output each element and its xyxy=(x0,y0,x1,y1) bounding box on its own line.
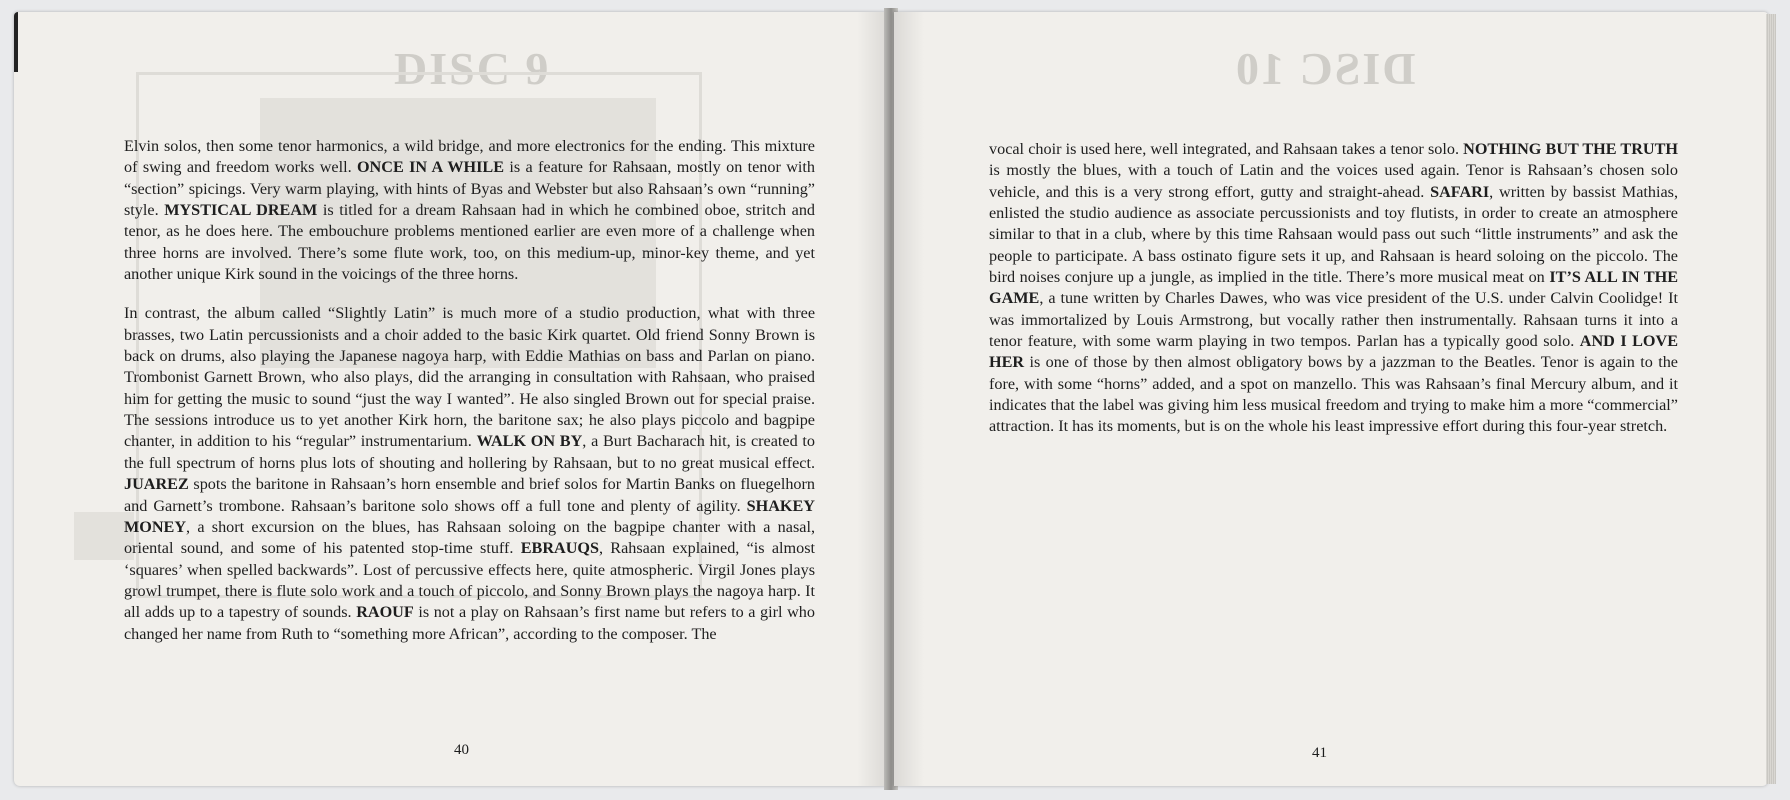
right-paragraph-1 xyxy=(989,139,1678,438)
right-page xyxy=(894,12,1768,786)
left-page xyxy=(14,12,887,786)
track-title: WALK ON BY xyxy=(476,432,583,451)
page-edges xyxy=(1766,14,1776,784)
track-title: MYSTICAL DREAM xyxy=(164,201,318,220)
track-title: NOTHING BUT THE TRUTH xyxy=(1463,140,1678,158)
text-run: is one of those by then almost obligatory bows by a jazzman to the Beatles. Tenor is again to the fore, with some “horns” added, and a spot on manzello. This was Rahsaan’s final Mercury album, and it indicates that the label was giving him less musical freedom and trying to make him a more “commercial” attraction. It has its moments, but is on the whole his least impressive effort during this four-year stretch. xyxy=(989,353,1678,436)
track-title: ONCE IN A WHILE xyxy=(356,158,505,177)
text-run: Elvin solos, then some tenor harmonics, a wild bridge, and more electronics for the ending. This mixture of swing and freedom works well. xyxy=(124,137,815,177)
show-through-heading-left: DISC 9 xyxy=(394,43,551,94)
text-run: , Rahsaan explained, “is almost ‘squares’ when spelled backwards”. Lost of percussive effects here, quite atmospheric. Virgil Jones plays growl trumpet, there is flute solo work and a touch of piccolo, and Sonny Brown plays the nagoya harp. It all adds up to a tapestry of sounds. xyxy=(124,539,815,622)
text-run: , a short excursion on the blues, has Rahsaan soloing on the bagpipe chanter with a nasal, oriental sound, and some of his patented stop-time stuff. xyxy=(124,517,815,558)
text-run: is a feature for Rahsaan, mostly on tenor with “section” spicings. Very warm playing, with hints of Byas and Webster but also Rahsaan’s own “running” style. xyxy=(124,158,815,220)
left-paragraph-1 xyxy=(124,136,815,285)
left-paragraph-2 xyxy=(124,303,815,645)
text-run: is mostly the blues, with a touch of Latin and the voices used again. Tenor is Rahsaan’s chosen solo vehicle, and this is a very strong effort, gutty and straight-ahead. xyxy=(989,161,1678,201)
track-title: EBRAUQS xyxy=(520,539,599,558)
text-run: , a tune written by Charles Dawes, who was vice president of the U.S. under Calvin Coolidge! It was immortalized by Louis Armstrong, but vocally rather then instrumentally. Rahsaan turns it into a tenor feature, with some warm playing in two tempos. Parlan has a typically good solo. xyxy=(989,289,1678,351)
track-title: SAFARI xyxy=(1430,182,1490,201)
track-title: SHAKEY MONEY xyxy=(124,496,815,536)
show-through-heading-right: DISC 10 xyxy=(1234,43,1416,94)
text-run: In contrast, the album called “Slightly Latin” is much more of a studio production, what with three brasses, two Latin percussionists and a choir added to the basic Kirk quartet. Old friend Sonny Brown is back on drums, also playing the Japanese nagoya harp, with Eddie Mathias on bass and Parlan on piano. Trombonist Garnett Brown, who also plays, did the arranging in consultation with Rahsaan, who praised him for getting the music to sound “just the way I wanted”. He also singled Brown out for special praise. The sessions introduce us to yet another Kirk horn, the baritone sax; he also plays piccolo and bagpipe chanter, in addition to his “regular” instrumentarium. xyxy=(124,304,815,451)
right-body-text xyxy=(989,139,1678,438)
track-title: IT’S ALL IN THE GAME xyxy=(989,268,1678,308)
text-run: , a Burt Bacharach hit, is created to the full spectrum of horns plus lots of shouting and hollering by Rahsaan, but to no great musical effect. xyxy=(124,432,815,472)
track-title: AND I LOVE HER xyxy=(989,332,1679,372)
left-body-text xyxy=(124,136,815,645)
text-run: is titled for a dream Rahsaan had in which he combined oboe, stritch and tenor, as he does here. The embouchure problems mentioned earlier are even more of a challenge when three horns are involved. There’s some flute work, too, on this medium-up, minor-key theme, and yet another unique Kirk sound in the voicings of the three horns. xyxy=(124,201,816,284)
page-number-left: 40 xyxy=(454,742,469,758)
text-run: is not a play on Rahsaan’s first name but refers to a girl who changed her name from Ruth to “something more African”, according to the composer. The xyxy=(124,603,815,643)
text-run: spots the baritone in Rahsaan’s horn ensemble and brief solos for Martin Banks on fluegelhorn and Garnett’s trombone. Rahsaan’s baritone solo shows off a full tone and plenty of agility. xyxy=(124,475,815,515)
text-run: vocal choir is used here, well integrated, and Rahsaan takes a tenor solo. xyxy=(989,140,1464,158)
track-title: JUAREZ xyxy=(124,475,189,494)
track-title: RAOUF xyxy=(356,603,414,622)
page-number-right: 41 xyxy=(1312,745,1327,761)
text-run: , written by bassist Mathias, enlisted the studio audience as associate percussionists and toy flutists, in order to create an atmosphere similar to that in a club, where by this time Rahsaan would pass out such “little instruments” and ask the people to participate. A bass ostinato figure sets it up, and Rahsaan is heard soloing on the piccolo. The bird noises conjure up a jungle, as implied in the title. There’s more musical meat on xyxy=(989,182,1678,287)
